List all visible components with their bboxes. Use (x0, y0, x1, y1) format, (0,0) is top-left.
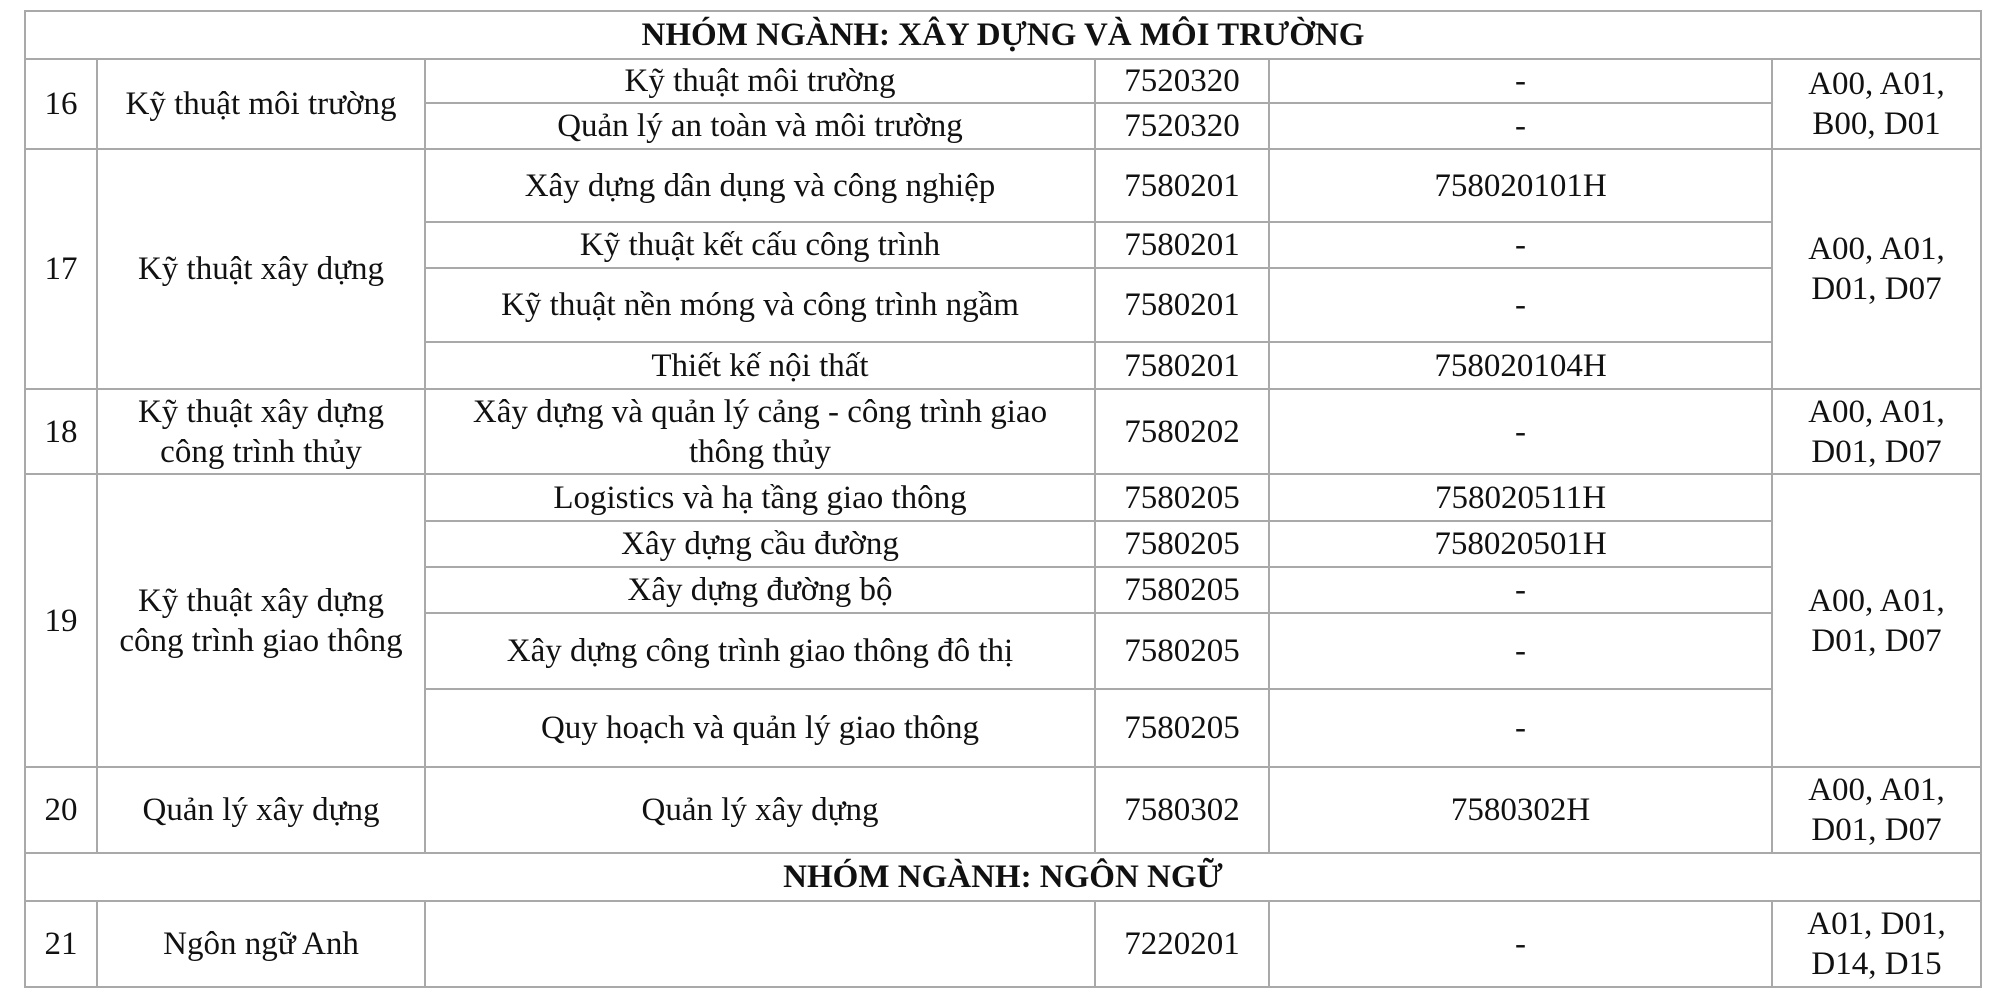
program-code: - (1269, 222, 1772, 268)
major-name: Quản lý xây dựng (97, 767, 425, 853)
program-code: - (1269, 59, 1772, 103)
major-code: 7580201 (1095, 342, 1269, 389)
major-name: Kỹ thuật xây dựng công trình giao thông (97, 474, 425, 767)
subject-combinations: A00, A01, D01, D07 (1772, 767, 1981, 853)
group-header-row (25, 11, 1981, 59)
program-code: 758020104H (1269, 342, 1772, 389)
row-number: 18 (25, 389, 97, 474)
specialization: Xây dựng đường bộ (425, 567, 1095, 613)
specialization: Xây dựng công trình giao thông đô thị (425, 613, 1095, 689)
subject-combinations: A00, A01, D01, D07 (1772, 149, 1981, 389)
specialization (425, 901, 1095, 987)
program-code: - (1269, 567, 1772, 613)
major-name: Kỹ thuật môi trường (97, 59, 425, 149)
major-code: 7580205 (1095, 521, 1269, 567)
major-code: 7580205 (1095, 567, 1269, 613)
subject-combinations: A01, D01, D14, D15 (1772, 901, 1981, 987)
specialization: Thiết kế nội thất (425, 342, 1095, 389)
major-code: 7520320 (1095, 59, 1269, 103)
table-row (25, 767, 1981, 853)
subject-combinations: A00, A01, D01, D07 (1772, 389, 1981, 474)
program-code: 758020101H (1269, 149, 1772, 222)
specialization: Logistics và hạ tầng giao thông (425, 474, 1095, 521)
major-code: 7580202 (1095, 389, 1269, 474)
table-row (25, 149, 1981, 222)
row-number: 21 (25, 901, 97, 987)
specialization: Xây dựng dân dụng và công nghiệp (425, 149, 1095, 222)
program-code: - (1269, 689, 1772, 767)
major-code: 7580205 (1095, 689, 1269, 767)
program-code: - (1269, 389, 1772, 474)
row-number: 20 (25, 767, 97, 853)
program-code: 758020501H (1269, 521, 1772, 567)
specialization: Quy hoạch và quản lý giao thông (425, 689, 1095, 767)
program-code: - (1269, 613, 1772, 689)
program-code: - (1269, 103, 1772, 149)
major-code: 7520320 (1095, 103, 1269, 149)
row-number: 16 (25, 59, 97, 149)
major-code: 7580201 (1095, 222, 1269, 268)
group-title: NHÓM NGÀNH: XÂY DỰNG VÀ MÔI TRƯỜNG (25, 11, 1981, 59)
major-name: Kỹ thuật xây dựng (97, 149, 425, 389)
subject-combinations: A00, A01, B00, D01 (1772, 59, 1981, 149)
specialization: Xây dựng cầu đường (425, 521, 1095, 567)
row-number: 19 (25, 474, 97, 767)
program-code: 7580302H (1269, 767, 1772, 853)
major-code: 7580201 (1095, 149, 1269, 222)
group-header-row (25, 853, 1981, 901)
specialization: Xây dựng và quản lý cảng - công trình giao thông thủy (425, 389, 1095, 474)
group-title: NHÓM NGÀNH: NGÔN NGỮ (25, 853, 1981, 901)
program-code: 758020511H (1269, 474, 1772, 521)
specialization: Kỹ thuật môi trường (425, 59, 1095, 103)
major-name: Ngôn ngữ Anh (97, 901, 425, 987)
major-code: 7580205 (1095, 474, 1269, 521)
specialization: Kỹ thuật nền móng và công trình ngầm (425, 268, 1095, 342)
major-code: 7220201 (1095, 901, 1269, 987)
table-row (25, 474, 1981, 521)
major-code: 7580302 (1095, 767, 1269, 853)
specialization: Kỹ thuật kết cấu công trình (425, 222, 1095, 268)
specialization: Quản lý an toàn và môi trường (425, 103, 1095, 149)
program-code: - (1269, 901, 1772, 987)
table-row (25, 59, 1981, 103)
admissions-table (24, 10, 1982, 988)
table-row (25, 389, 1981, 474)
table-row (25, 901, 1981, 987)
major-code: 7580205 (1095, 613, 1269, 689)
program-code: - (1269, 268, 1772, 342)
subject-combinations: A00, A01, D01, D07 (1772, 474, 1981, 767)
major-name: Kỹ thuật xây dựng công trình thủy (97, 389, 425, 474)
specialization: Quản lý xây dựng (425, 767, 1095, 853)
major-code: 7580201 (1095, 268, 1269, 342)
row-number: 17 (25, 149, 97, 389)
